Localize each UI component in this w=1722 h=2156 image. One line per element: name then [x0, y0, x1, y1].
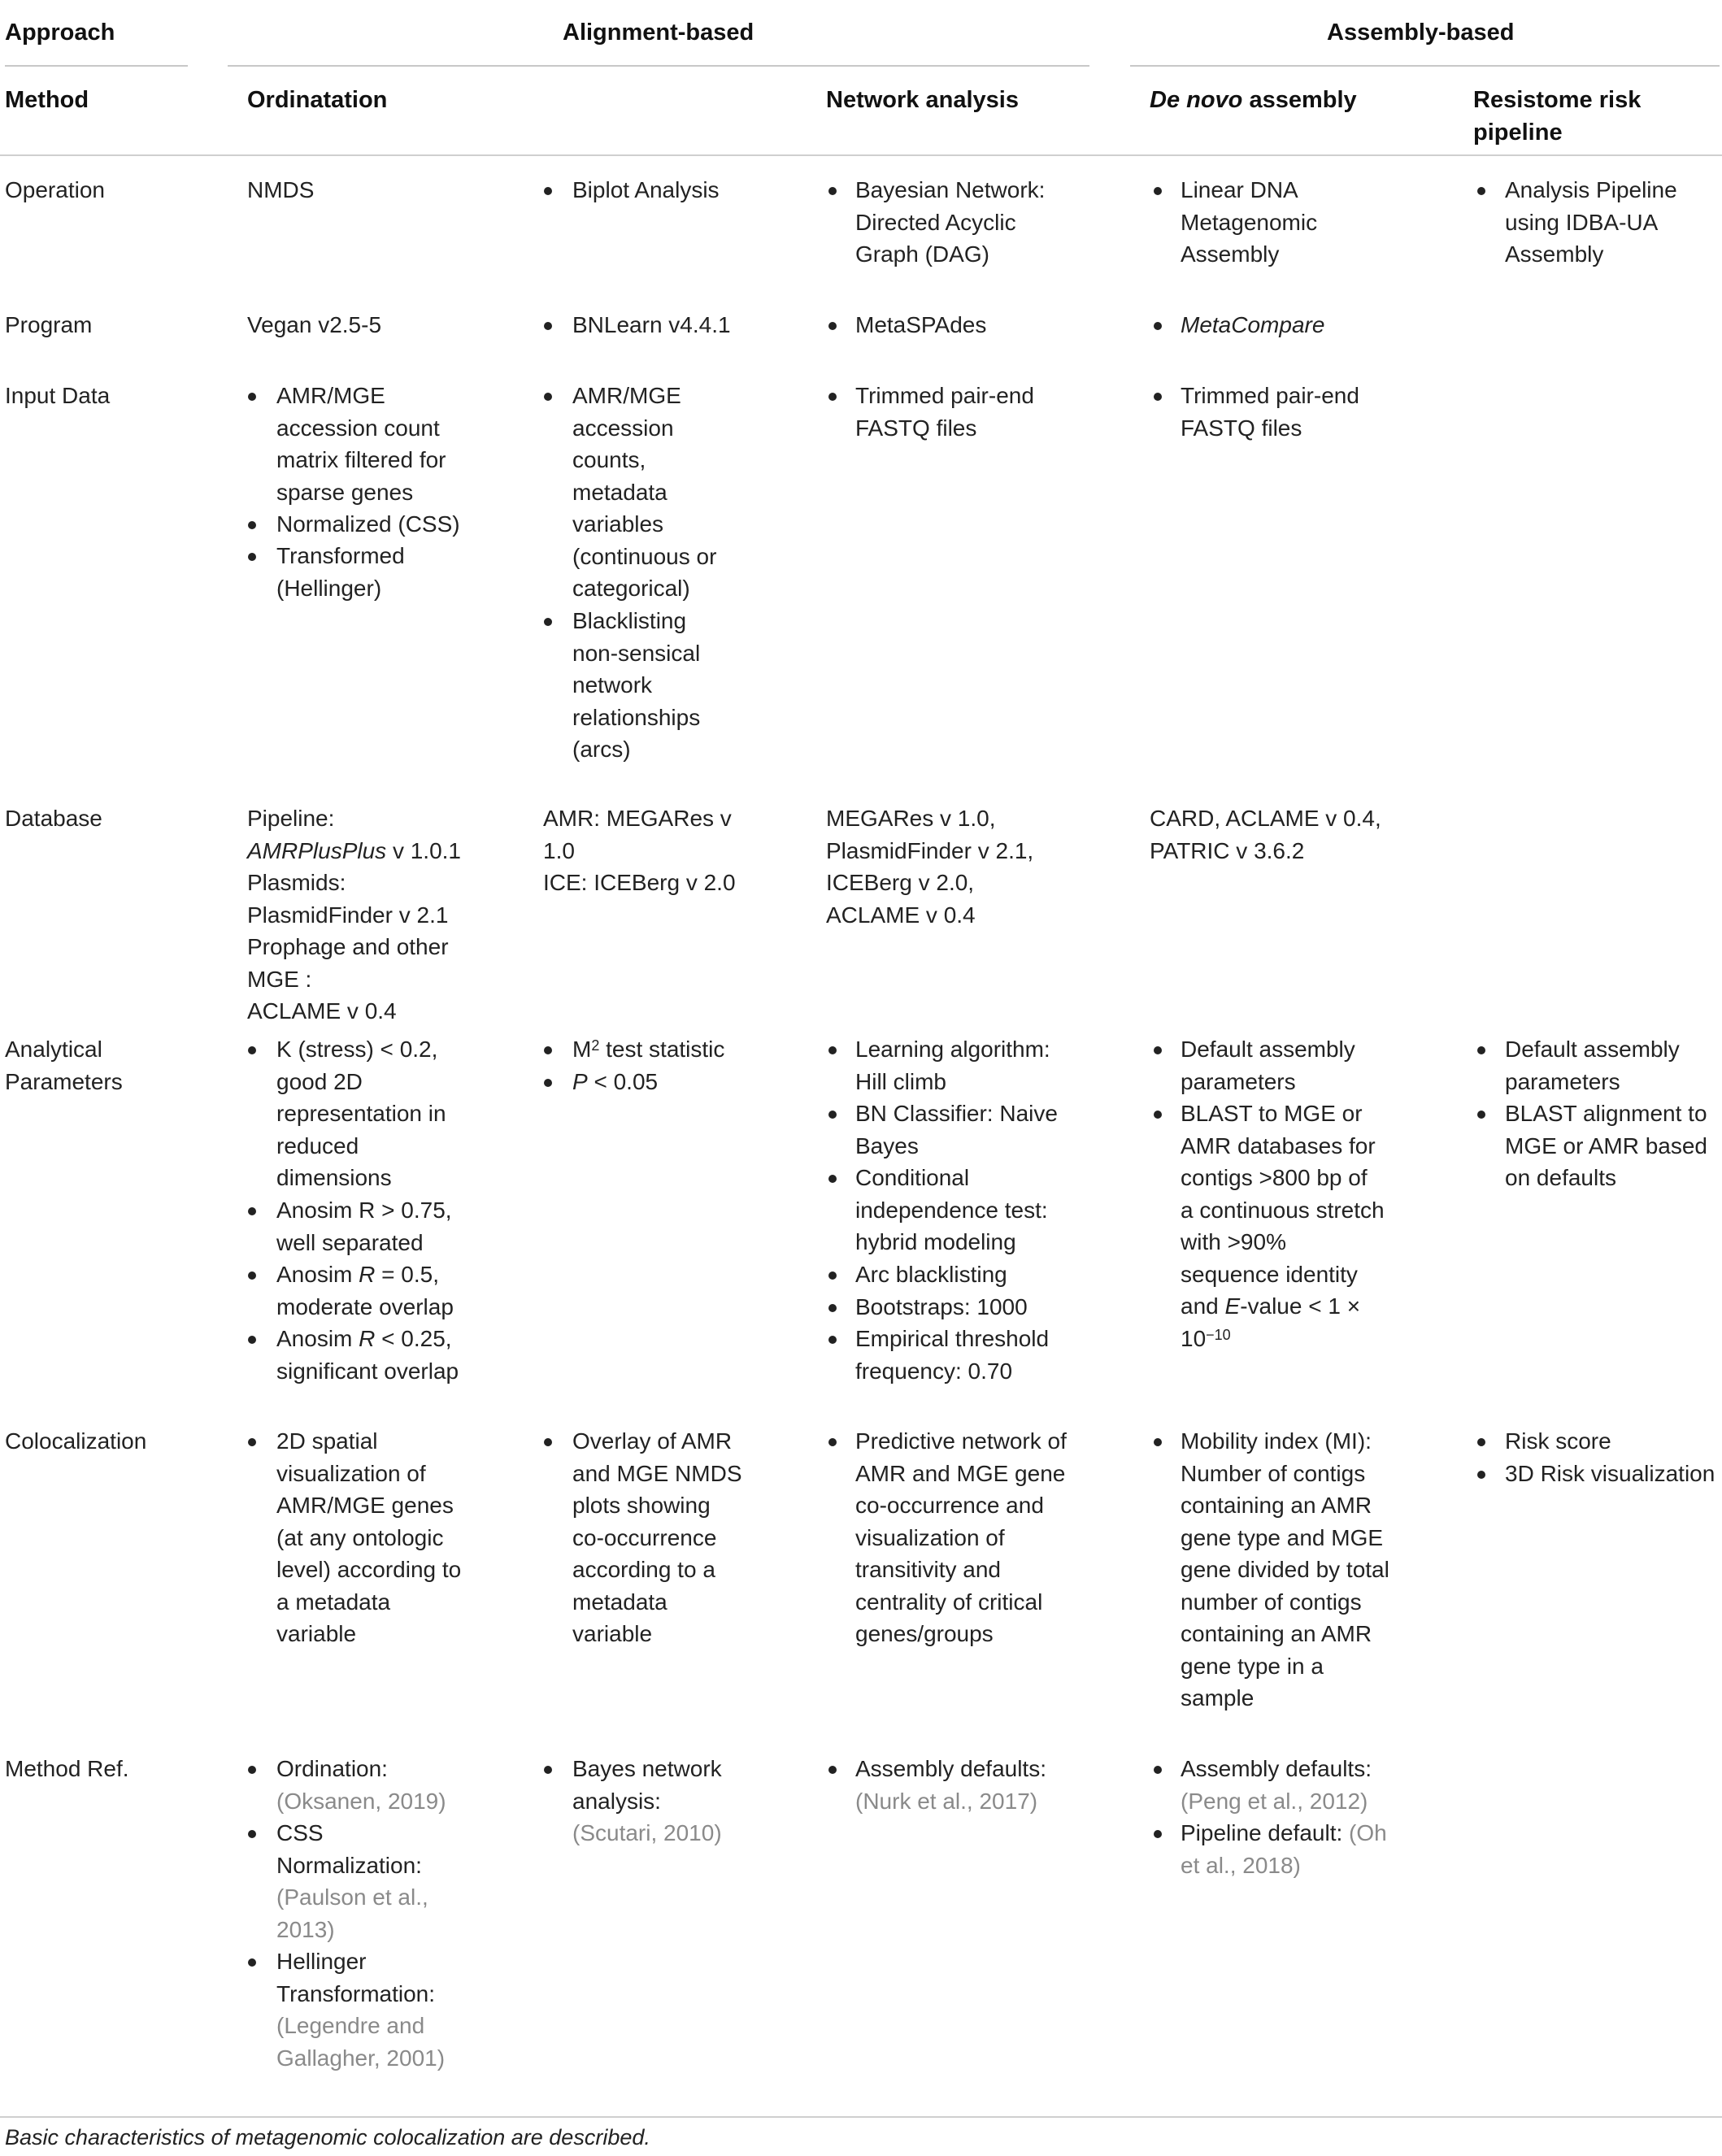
row-label-input-data: Input Data [5, 383, 111, 408]
bullet-icon [544, 393, 552, 401]
bullet-icon [248, 553, 256, 561]
header-network-analysis: Network analysis [826, 87, 1019, 113]
ref-ordination-3: Hellinger Transformation: (Legendre and Gallagher, 2001) [276, 1949, 446, 2071]
bullet-icon [248, 1830, 256, 1838]
bullet-icon [1154, 187, 1162, 195]
approach-underline [5, 65, 188, 67]
bullet-icon [828, 1438, 837, 1446]
operation-denovo: Linear DNA Metagenomic Assembly [1181, 177, 1318, 267]
bullet-icon [1154, 1046, 1162, 1054]
bullet-icon [248, 1958, 256, 1967]
row-label-method-ref: Method Ref. [5, 1756, 129, 1781]
bullet-icon [828, 1336, 837, 1344]
program-denovo: MetaCompare [1181, 312, 1325, 337]
ref-link[interactable]: Gallagher, 2001) [276, 2045, 446, 2071]
analytical-network-6: Empirical threshold frequency: 0.70 [855, 1326, 1050, 1384]
ref-denovo-2: Pipeline default: (Oh et al., 2018) [1181, 1820, 1387, 1878]
bullet-icon [1154, 1766, 1162, 1774]
operation-biplot: Biplot Analysis [572, 177, 720, 202]
bullet-icon [248, 1271, 256, 1280]
bullet-icon [828, 1111, 837, 1119]
bullet-icon [248, 393, 256, 401]
bullet-icon [828, 187, 837, 195]
program-biplot: BNLearn v4.4.1 [572, 312, 731, 337]
analytical-network-3: Conditional independence test: hybrid modeling [855, 1165, 1048, 1254]
bullet-icon [828, 1175, 837, 1183]
header-approach: Approach [5, 20, 115, 46]
coloc-network: Predictive network of AMR and MGE gene co-occurrence and visualization of transitivity and centrality of critical genes/groups [855, 1428, 1067, 1646]
ref-link[interactable]: (Paulson et al., [276, 1884, 428, 1910]
ref-link[interactable]: et al., 2018) [1181, 1852, 1301, 1878]
analytical-resistome-1: Default assembly parameters [1505, 1037, 1680, 1094]
bullet-icon [544, 322, 552, 330]
row-label-analytical: Analytical Parameters [5, 1037, 123, 1094]
input-ordination-3: Transformed (Hellinger) [276, 543, 405, 601]
analytical-network-2: BN Classifier: Naive Bayes [855, 1101, 1058, 1158]
ref-network: Assembly defaults: (Nurk et al., 2017) [855, 1756, 1046, 1814]
analytical-resistome-2: BLAST alignment to MGE or AMR based on defaults [1505, 1101, 1707, 1190]
database-ordination: Pipeline: AMRPlusPlus v 1.0.1 Plasmids: PlasmidFinder v 2.1 Prophage and other MGE : ACLAME v 0.4 [247, 806, 462, 1024]
bullet-icon [1477, 1471, 1485, 1479]
table-caption: Basic characteristics of metagenomic colocalization are described. [5, 2125, 650, 2149]
bullet-icon [248, 1438, 256, 1446]
input-biplot-2: Blacklisting non-sensical network relationships (arcs) [572, 608, 701, 762]
bullet-icon [828, 1766, 837, 1774]
coloc-denovo: Mobility index (MI): Number of contigs containing an AMR gene type and MGE gene divided by total number of contigs containing an AMR gene type in a sample [1181, 1428, 1389, 1710]
bullet-icon [248, 521, 256, 529]
row-label-operation: Operation [5, 177, 105, 202]
ref-link[interactable]: 2013) [276, 1916, 335, 1942]
coloc-biplot: Overlay of AMR and MGE NMDS plots showing co-occurrence according to a metadata variable [572, 1428, 742, 1646]
bullet-icon [1154, 393, 1162, 401]
header-ordinatation: Ordinatation [247, 87, 388, 113]
bullet-icon [1154, 1111, 1162, 1119]
bullet-icon [1154, 1438, 1162, 1446]
analytical-biplot-p: P < 0.05 [572, 1069, 659, 1094]
analytical-biplot-m2: $M^2$ test statistic [572, 1037, 725, 1062]
analytical-network-4: Arc blacklisting [855, 1262, 1007, 1287]
bullet-icon [544, 1079, 552, 1087]
analytical-denovo-1: Default assembly parameters [1181, 1037, 1355, 1094]
ref-link[interactable]: (Oh [1349, 1820, 1387, 1845]
operation-resistome: Analysis Pipeline using IDBA-UA Assembly [1505, 177, 1677, 267]
row-label-program: Program [5, 312, 93, 337]
analytical-ordination-anosim1: Anosim R > 0.75, well separated [276, 1198, 452, 1255]
analytical-denovo-2: BLAST to MGE or AMR databases for contigs >800 bp of a continuous stretch with >90% sequence identity and E-value < 1 × $10^{-10}$ [1181, 1101, 1385, 1351]
bullet-icon [828, 322, 837, 330]
ref-denovo-1: Assembly defaults: (Peng et al., 2012) [1181, 1756, 1372, 1814]
bullet-icon [544, 1438, 552, 1446]
bullet-icon [1477, 1438, 1485, 1446]
bullet-icon [828, 393, 837, 401]
coloc-resistome-2: 3D Risk visualization [1505, 1461, 1715, 1486]
analytical-ordination-kstress: K (stress) < 0.2, good 2D representation in reduced dimensions [276, 1037, 446, 1190]
ref-biplot: Bayes network analysis: (Scutari, 2010) [572, 1756, 722, 1845]
analytical-network-1: Learning algorithm: Hill climb [855, 1037, 1050, 1094]
bullet-icon [1154, 322, 1162, 330]
operation-ordination: NMDS [247, 177, 315, 202]
header-divider [0, 154, 1722, 156]
assembly-underline [1130, 65, 1720, 67]
bullet-icon [1477, 1046, 1485, 1054]
input-denovo: Trimmed pair-end FASTQ files [1181, 383, 1359, 441]
database-network: MEGARes v 1.0, PlasmidFinder v 2.1, ICEBerg v 2.0, ACLAME v 0.4 [826, 806, 1034, 928]
bullet-icon [248, 1207, 256, 1215]
bullet-icon [248, 1046, 256, 1054]
bullet-icon [1477, 1111, 1485, 1119]
bullet-icon [248, 1766, 256, 1774]
ref-ordination-1: Ordination: (Oksanen, 2019) [276, 1756, 446, 1814]
bullet-icon [828, 1046, 837, 1054]
analytical-network-5: Bootstraps: 1000 [855, 1294, 1028, 1319]
bullet-icon [544, 1046, 552, 1054]
alignment-underline [228, 65, 1089, 67]
ref-link[interactable]: (Oksanen, 2019) [276, 1788, 446, 1814]
ref-ordination-2: CSS Normalization: (Paulson et al., 2013) [276, 1820, 428, 1942]
header-method: Method [5, 87, 89, 113]
program-network: MetaSPAdes [855, 312, 987, 337]
analytical-ordination-anosim3: Anosim R < 0.25, significant overlap [276, 1326, 459, 1384]
header-resistome-risk: Resistome risk pipeline [1473, 87, 1642, 146]
bullet-icon [828, 1304, 837, 1312]
input-ordination-1: AMR/MGE accession count matrix filtered for sparse genes [276, 383, 446, 505]
ref-link[interactable]: (Legendre and [276, 2013, 425, 2038]
bullet-icon [248, 1336, 256, 1344]
input-network: Trimmed pair-end FASTQ files [855, 383, 1034, 441]
operation-network: Bayesian Network: Directed Acyclic Graph (DAG) [855, 177, 1046, 267]
row-label-colocalization: Colocalization [5, 1428, 147, 1454]
row-label-database: Database [5, 806, 102, 831]
bullet-icon [1154, 1830, 1162, 1838]
bullet-icon [544, 618, 552, 626]
analytical-ordination-anosim2: Anosim R = 0.5, moderate overlap [276, 1262, 454, 1319]
ref-link[interactable]: (Nurk et al., 2017) [855, 1788, 1038, 1814]
bullet-icon [544, 187, 552, 195]
table-bottom-rule [0, 2116, 1722, 2118]
program-ordination: Vegan v2.5-5 [247, 312, 382, 337]
database-denovo: CARD, ACLAME v 0.4, PATRIC v 3.6.2 [1150, 806, 1381, 863]
bullet-icon [544, 1766, 552, 1774]
header-assembly-based: Assembly-based [1327, 20, 1515, 46]
bullet-icon [828, 1271, 837, 1280]
database-biplot: AMR: MEGARes v 1.0 ICE: ICEBerg v 2.0 [543, 806, 736, 895]
coloc-ordination: 2D spatial visualization of AMR/MGE genes (at any ontologic level) according to a metadata variable [276, 1428, 462, 1646]
ref-link[interactable]: (Peng et al., 2012) [1181, 1788, 1368, 1814]
input-ordination-2: Normalized (CSS) [276, 511, 460, 537]
bullet-icon [1477, 187, 1485, 195]
ref-link[interactable]: (Scutari, 2010) [572, 1820, 722, 1845]
coloc-resistome-1: Risk score [1505, 1428, 1611, 1454]
header-de-novo-assembly: De novo assembly [1150, 87, 1357, 113]
input-biplot-1: AMR/MGE accession counts, metadata variables (continuous or categorical) [572, 383, 717, 601]
header-alignment-based: Alignment-based [563, 20, 754, 46]
